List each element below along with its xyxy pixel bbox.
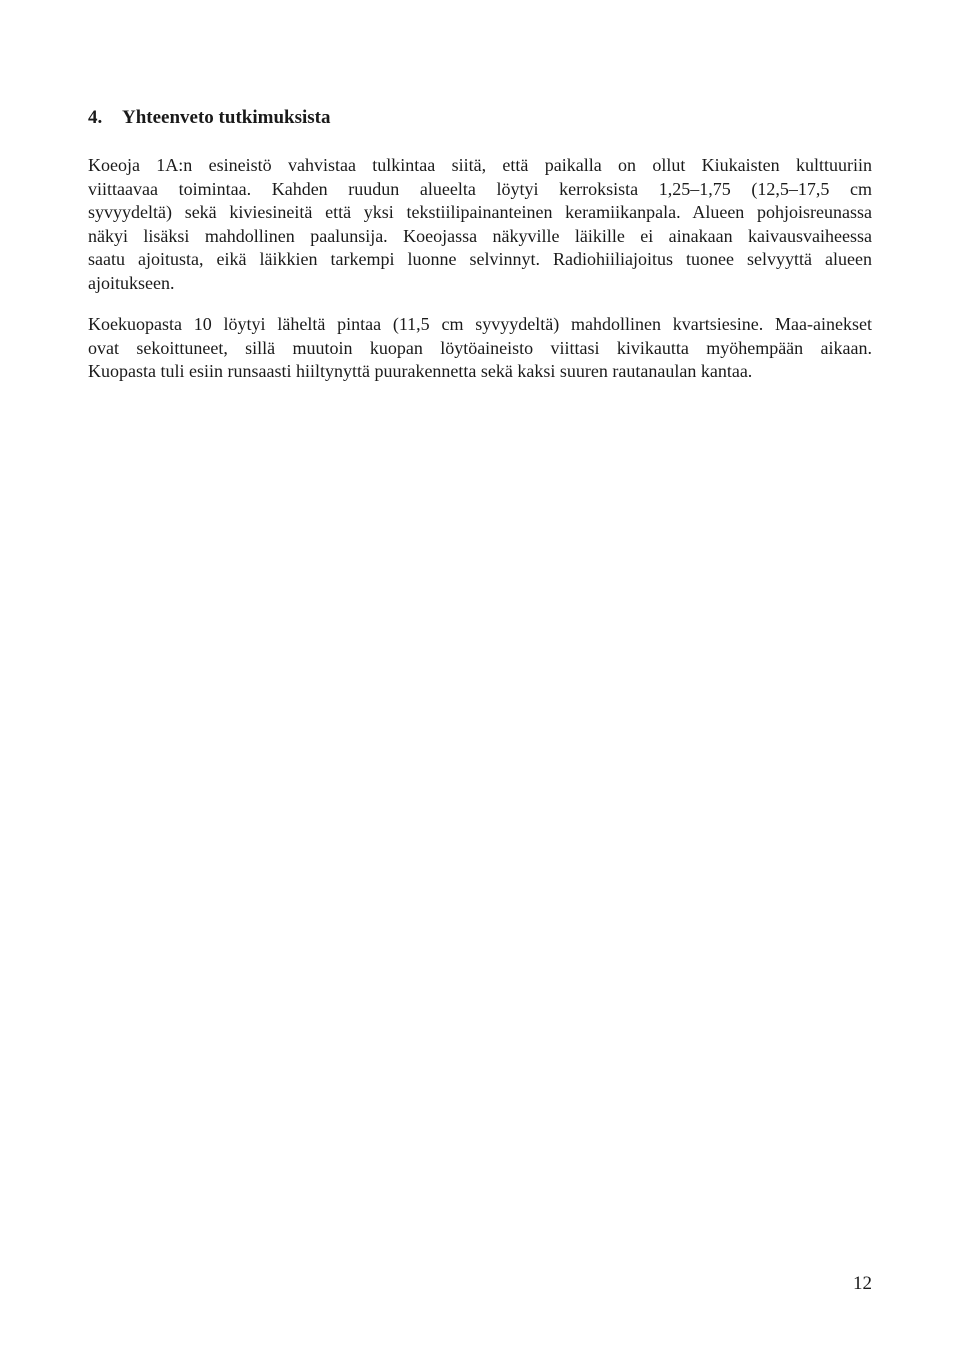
paragraph-2 bbox=[88, 313, 872, 384]
paragraph-line: Koekuopasta 10 löytyi läheltä pintaa (11,5 cm syvyydeltä) mahdollinen kvartsiesine. Maa-ainekset bbox=[88, 314, 872, 334]
paragraph-line: näkyi lisäksi mahdollinen paalunsija. Koeojassa näkyville läikille ei ainakaan kaivausvaiheessa bbox=[88, 225, 872, 246]
section-heading bbox=[88, 106, 330, 130]
section-number: 4. bbox=[88, 107, 103, 128]
paragraph-line: Kuopasta tuli esiin runsaasti hiiltynyttä puurakennetta sekä kaksi suuren rautanaulan kantaa. bbox=[88, 361, 753, 381]
section-title: Yhteenveto tutkimuksista bbox=[122, 107, 331, 128]
paragraph-1 bbox=[88, 154, 872, 295]
paragraph-line: saatu ajoitusta, eikä läikkien tarkempi luonne selvinnyt. Radiohiiliajoitus tuonee selvyyttä alueen bbox=[88, 249, 872, 269]
page-number: 12 bbox=[853, 1273, 872, 1294]
paragraph-line: Koeoja 1A:n esineistö vahvistaa tulkintaa siitä, että paikalla on ollut Kiukaisten kulttuuriin bbox=[88, 155, 872, 175]
paragraph-line: syvyydeltä) sekä kiviesineitä että yksi tekstiilipainanteinen keramiikanpala. Alueen pohjoisreunassa bbox=[88, 202, 872, 222]
paragraph-line: viittaavaa toimintaa. Kahden ruudun alueelta löytyi kerroksista 1,25–1,75 (12,5–17,5 cm bbox=[88, 178, 872, 199]
paragraph-line: ovat sekoittuneet, sillä muutoin kuopan löytöaineisto viittasi kivikautta myöhempään aikaan. bbox=[88, 337, 872, 358]
paragraph-line: ajoitukseen. bbox=[88, 272, 175, 293]
